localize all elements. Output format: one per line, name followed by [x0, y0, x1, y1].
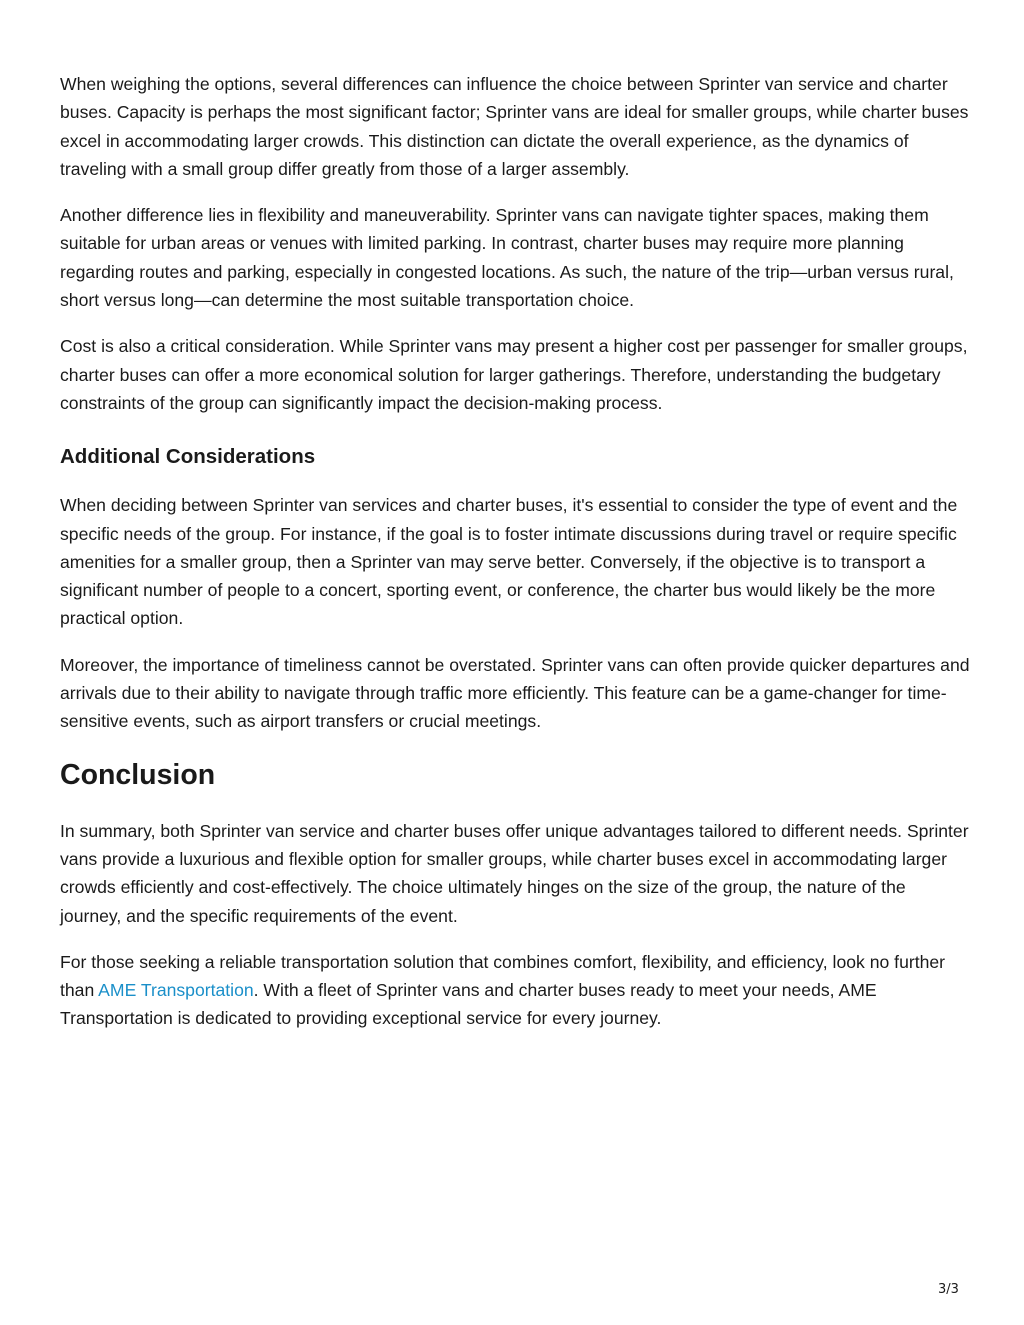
heading-additional-considerations: Additional Considerations: [60, 445, 316, 469]
cta-text-before: For those seeking a reliable transportation solution that combines comfort, flexibility, and efficiency, look no further than: [60, 951, 946, 1001]
paragraph-differences: When weighing the options, several differences can influence the choice between Sprinter van service and charter buses. Capacity is perhaps the most significant factor; Sprinter vans are ideal for smaller groups, while charter buses excel in accommodating larger crowds. This distinction can dictate the overall experience, as the dynamics of traveling with a small group differ greatly from those of a larger assembly.: [60, 74, 969, 179]
heading-conclusion: Conclusion: [60, 758, 216, 791]
paragraph-call-to-action: [60, 948, 970, 1033]
paragraph-timeliness: Moreover, the importance of timeliness cannot be overstated. Sprinter vans can often provide quicker departures and arrivals due to their ability to navigate through traffic more efficiently. This feature can be a game-changer for time-sensitive events, such as airport transfers or crucial meetings.: [60, 654, 970, 732]
paragraph-summary: In summary, both Sprinter van service and charter buses offer unique advantages tailored to different needs. Sprinter vans provide a luxurious and flexible option for smaller groups, while charter buses excel in accommodating larger crowds efficiently and cost-effectively. The choice ultimately hinges on the size of the group, the nature of the journey, and the specific requirements of the event.: [60, 820, 969, 926]
page-number: 3/3: [938, 1282, 959, 1297]
paragraph-cost: Cost is also a critical consideration. While Sprinter vans may present a higher cost per passenger for smaller groups, charter buses can offer a more economical solution for larger gatherings. Therefore, understanding the budgetary constraints of the group can significantly impact the decision-making process.: [60, 336, 968, 413]
paragraph-event-needs: When deciding between Sprinter van services and charter buses, it's essential to consider the type of event and the specific needs of the group. For instance, if the goal is to foster intimate discussions during travel or require specific amenities for a smaller group, then a Sprinter van may serve better. Conversely, if the objective is to transport a significant number of people to a concert, sporting event, or conference, the charter bus would likely be the more practical option.: [60, 495, 958, 629]
article-body: [60, 70, 970, 1051]
ame-transportation-link[interactable]: AME Transportation: [98, 980, 254, 1001]
paragraph-flexibility: Another difference lies in flexibility and maneuverability. Sprinter vans can navigate tighter spaces, making them suitable for urban areas or venues with limited parking. In contrast, charter buses may require more planning regarding routes and parking, especially in congested locations. As such, the nature of the trip—urban versus rural, short versus long—can determine the most suitable transportation choice.: [60, 205, 954, 311]
cta-text-after: . With a fleet of Sprinter vans and charter buses ready to meet your needs, AME Transportation is dedicated to providing exceptional service for every journey.: [60, 980, 877, 1029]
